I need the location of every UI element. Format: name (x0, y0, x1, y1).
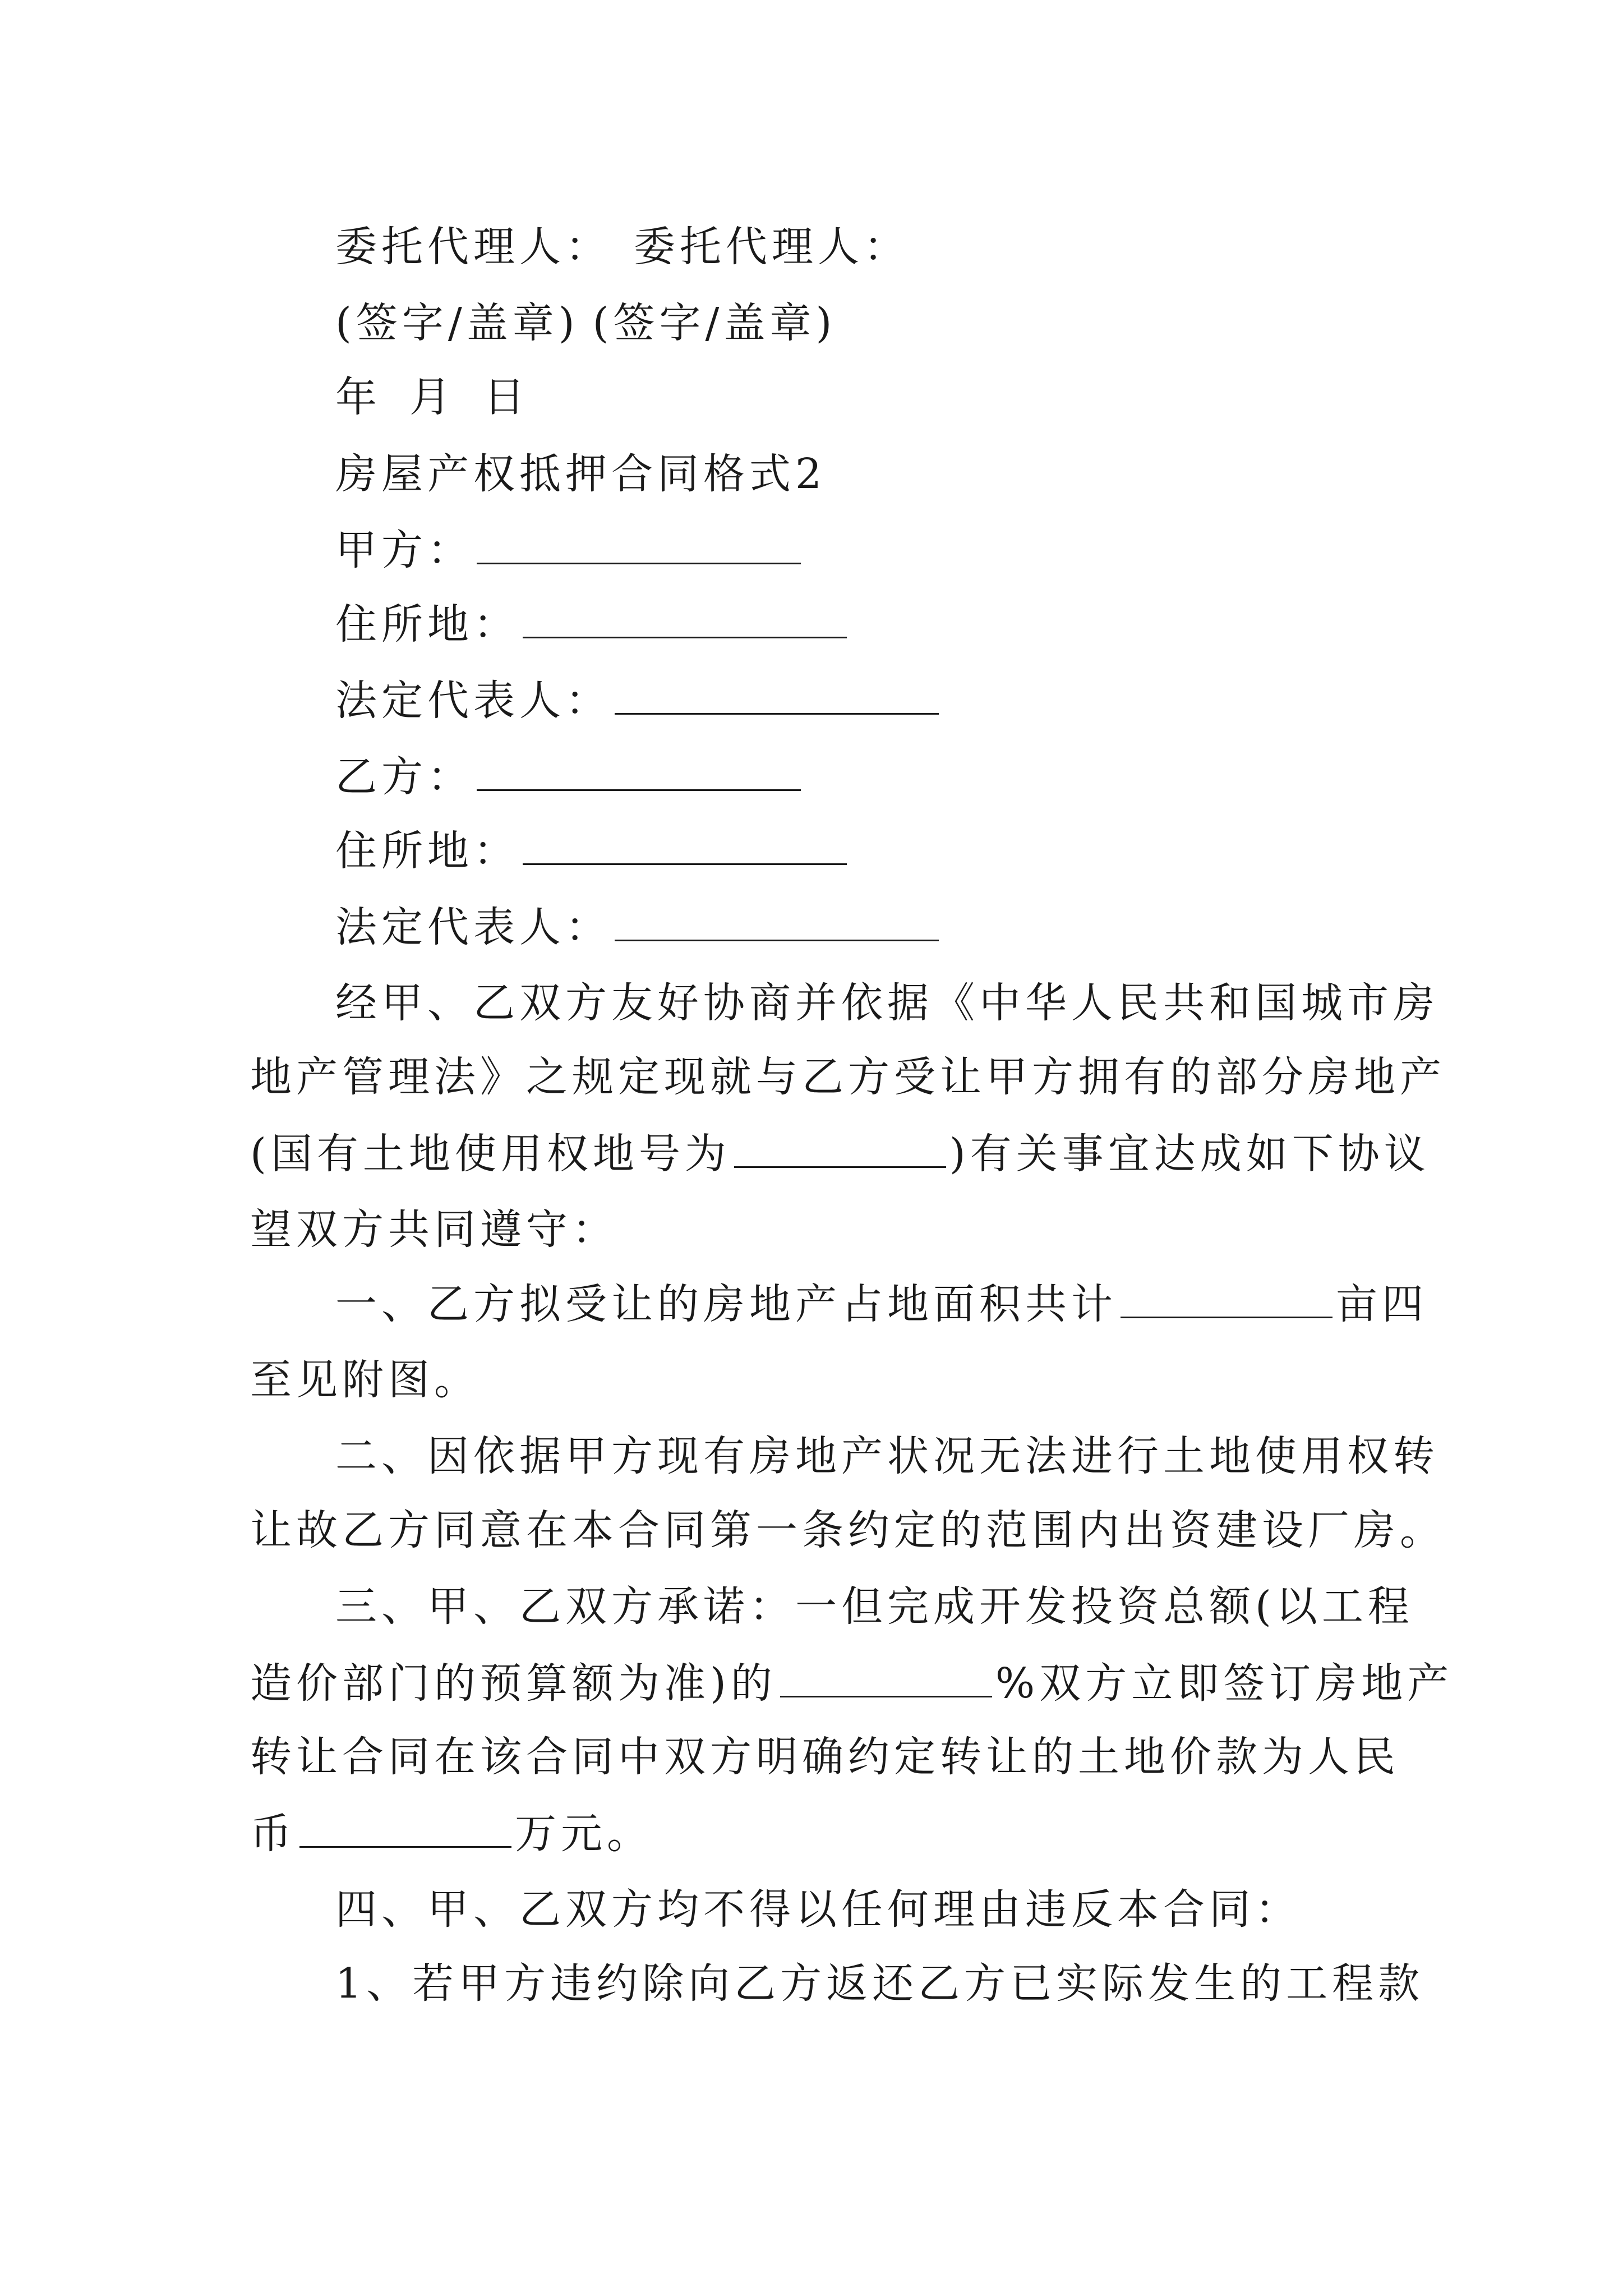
party-a-address-blank (523, 603, 847, 638)
party-a-address-field (335, 600, 850, 648)
land-number-field (250, 1130, 1430, 1178)
paragraph-text: 1、若甲方违约除向乙方返还乙方已实际发生的工程款 (335, 1959, 1424, 2008)
paragraph-line (250, 1053, 1446, 1101)
seal-label-a: (签字/盖章) (335, 299, 579, 347)
paragraph-text: 四、甲、乙双方均不得以任何理由违反本合同： (335, 1885, 1301, 1934)
party-a-address-label: 住所地： (335, 600, 519, 648)
section-title (335, 450, 827, 498)
paragraph-text: 亩四 (1336, 1280, 1428, 1328)
party-a-rep-blank (615, 679, 939, 715)
agent-signature-row (335, 223, 910, 271)
party-b-address-label: 住所地： (335, 827, 519, 875)
agent-label-b: 委托代理人： (634, 223, 910, 271)
seal-row (335, 299, 837, 347)
paragraph-line (250, 1205, 618, 1254)
party-b-label: 乙方： (335, 753, 473, 801)
party-b-blank (477, 756, 801, 791)
paragraph-line (335, 1432, 1439, 1480)
land-number-blank (734, 1133, 946, 1168)
section-title-text: 房屋产权抵押合同格式2 (335, 450, 827, 498)
paragraph-line (335, 1885, 1301, 1934)
percent-field (250, 1659, 1454, 1708)
percent-blank (780, 1662, 992, 1697)
price-blank (299, 1812, 511, 1848)
party-a-rep-label: 法定代表人： (335, 677, 611, 725)
paragraph-text: 至见附图。 (250, 1356, 480, 1404)
paragraph-text: 望双方共同遵守： (250, 1205, 618, 1254)
party-b-field (335, 753, 804, 801)
party-b-address-blank (523, 830, 847, 865)
paragraph-text: 万元。 (515, 1810, 653, 1858)
paragraph-text: 转让合同在该合同中双方明确约定转让的土地价款为人民 (250, 1733, 1400, 1781)
paragraph-line (250, 1506, 1446, 1554)
paragraph-line (250, 1356, 480, 1404)
party-b-rep-label: 法定代表人： (335, 903, 611, 951)
paragraph-text: (国有土地使用权地号为 (250, 1130, 731, 1178)
paragraph-text: 三、甲、乙双方承诺：一但完成开发投资总额(以工程 (335, 1582, 1414, 1631)
paragraph-text: 经甲、乙双方友好协商并依据《中华人民共和国城市房 (335, 979, 1439, 1027)
land-area-blank (1121, 1283, 1332, 1318)
paragraph-text: 二、因依据甲方现有房地产状况无法进行土地使用权转 (335, 1432, 1439, 1480)
price-field (250, 1810, 653, 1858)
paragraph-text: 造价部门的预算额为准)的 (250, 1659, 777, 1708)
land-area-field (335, 1280, 1428, 1328)
date-row (335, 373, 529, 421)
party-a-rep-field (335, 677, 942, 725)
agent-label-a: 委托代理人： (335, 223, 611, 271)
party-a-field (335, 526, 804, 574)
date-day: 日 (483, 373, 529, 421)
party-a-blank (477, 529, 801, 564)
paragraph-line (335, 979, 1439, 1027)
seal-label-b: (签字/盖章) (592, 299, 837, 347)
party-a-label: 甲方： (335, 526, 473, 574)
date-month: 月 (409, 373, 455, 421)
party-b-rep-blank (615, 906, 939, 941)
paragraph-text: 一、乙方拟受让的房地产占地面积共计 (335, 1280, 1117, 1328)
paragraph-text: %双方立即签订房地产 (995, 1659, 1454, 1708)
paragraph-line (250, 1733, 1400, 1781)
party-b-rep-field (335, 903, 942, 951)
paragraph-text: 地产管理法》之规定现就与乙方受让甲方拥有的部分房地产 (250, 1053, 1446, 1101)
paragraph-text: 让故乙方同意在本合同第一条约定的范围内出资建设厂房。 (250, 1506, 1446, 1554)
date-year: 年 (335, 373, 381, 421)
paragraph-line (335, 1959, 1424, 2008)
paragraph-text: )有关事宜达成如下协议 (949, 1130, 1430, 1178)
paragraph-line (335, 1582, 1414, 1631)
party-b-address-field (335, 827, 850, 875)
paragraph-text: 币 (250, 1810, 296, 1858)
